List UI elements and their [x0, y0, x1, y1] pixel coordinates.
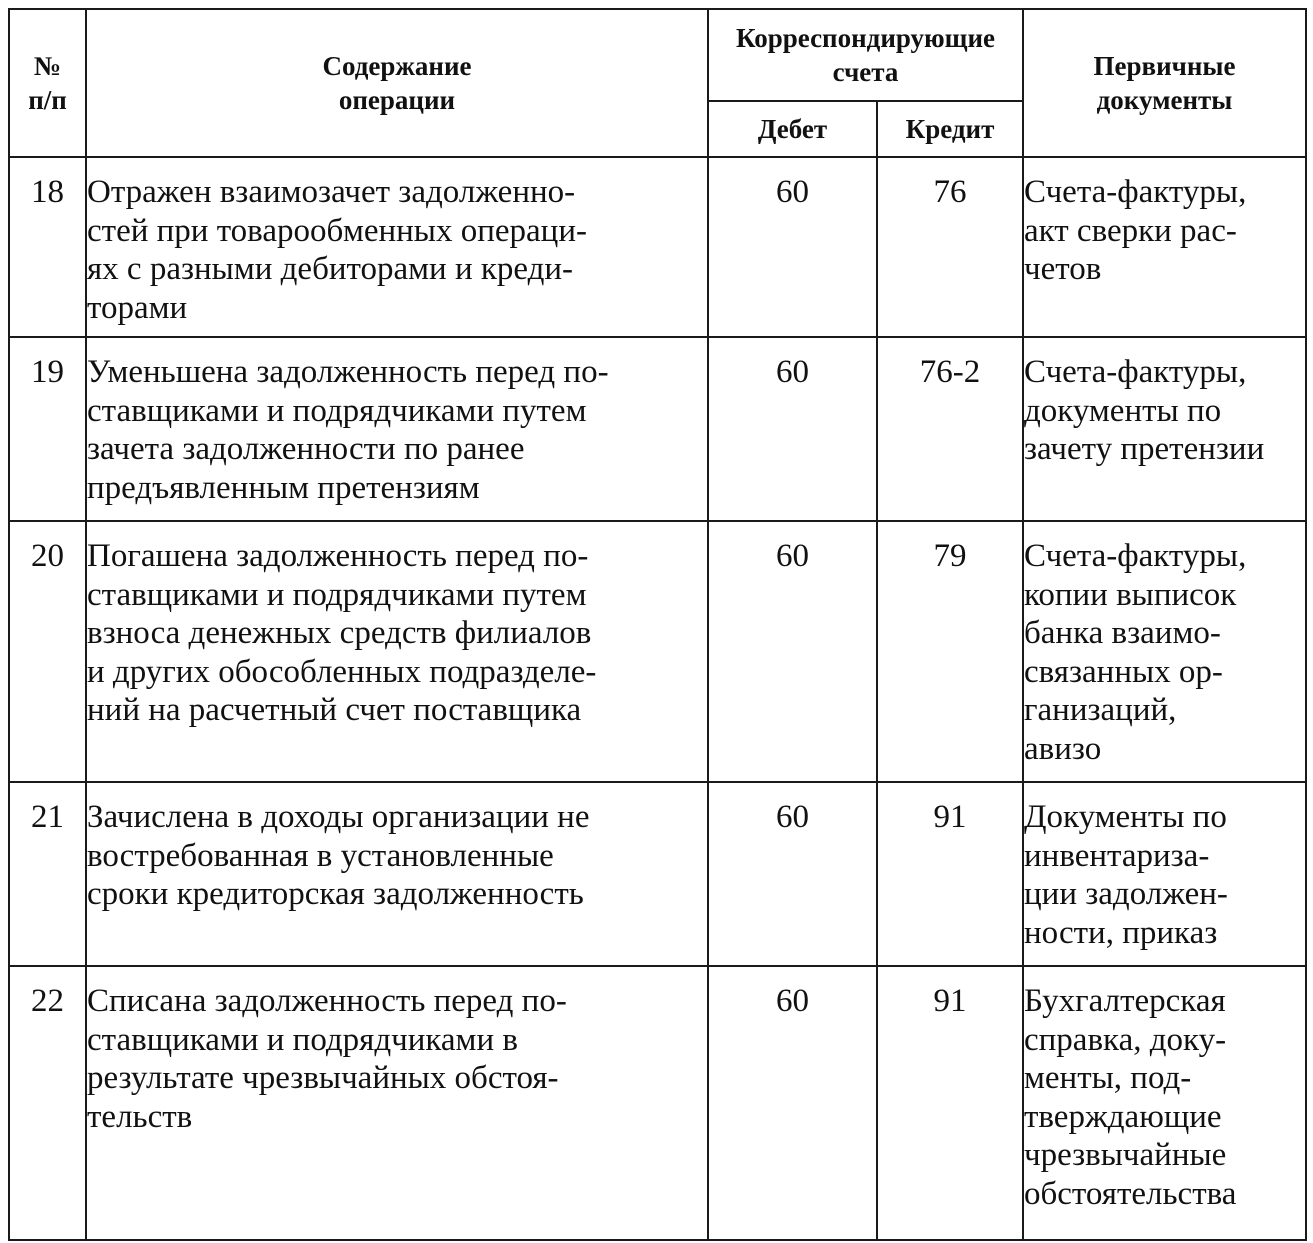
- header-credit: Кредит: [877, 101, 1023, 157]
- operation-cell: Уменьшена задолженность перед по- ставщиками и подрядчиками путем зачета задолженности по ранее предъявленным претензиям: [86, 337, 708, 521]
- table-header: [9, 9, 1306, 157]
- debit-cell: 60: [708, 966, 877, 1240]
- debit-cell: 60: [708, 782, 877, 966]
- header-num: № п/п: [9, 9, 86, 157]
- header-documents: Первичные документы: [1023, 9, 1306, 157]
- credit-cell: 76: [877, 157, 1023, 337]
- documents-cell: Счета-фактуры, документы по зачету претензии: [1023, 337, 1306, 521]
- row-number: 22: [9, 966, 86, 1240]
- documents-cell: Счета-фактуры, копии выписок банка взаимо- связанных ор- ганизаций, авизо: [1023, 521, 1306, 782]
- accounting-entries-table: [8, 8, 1307, 1241]
- header-row: [9, 9, 1306, 101]
- header-corresponding-accounts: Корреспондирующие счета: [708, 9, 1023, 101]
- row-number: 18: [9, 157, 86, 337]
- documents-cell: Бухгалтерская справка, доку- менты, под- тверждающие чрезвычайные обстоятельства: [1023, 966, 1306, 1240]
- table-row: [9, 337, 1306, 521]
- row-number: 20: [9, 521, 86, 782]
- table-row: [9, 966, 1306, 1240]
- documents-cell: Документы по инвентариза- ции задолжен- ности, приказ: [1023, 782, 1306, 966]
- table-row: [9, 521, 1306, 782]
- table-row: [9, 157, 1306, 337]
- operation-cell: Зачислена в доходы организации не востребованная в установленные сроки кредиторская задолженность: [86, 782, 708, 966]
- header-debit: Дебет: [708, 101, 877, 157]
- operation-cell: Отражен взаимозачет задолженно- стей при товарообменных операци- ях с разными дебиторами и креди- торами: [86, 157, 708, 337]
- operation-cell: Погашена задолженность перед по- ставщиками и подрядчиками путем взноса денежных средств филиалов и других обособленных подразделе- ний на расчетный счет поставщика: [86, 521, 708, 782]
- debit-cell: 60: [708, 157, 877, 337]
- credit-cell: 91: [877, 966, 1023, 1240]
- credit-cell: 91: [877, 782, 1023, 966]
- credit-cell: 79: [877, 521, 1023, 782]
- header-operation: Содержание операции: [86, 9, 708, 157]
- row-number: 19: [9, 337, 86, 521]
- table-row: [9, 782, 1306, 966]
- credit-cell: 76-2: [877, 337, 1023, 521]
- documents-cell: Счета-фактуры, акт сверки рас- четов: [1023, 157, 1306, 337]
- debit-cell: 60: [708, 337, 877, 521]
- table-body: [9, 157, 1306, 1240]
- row-number: 21: [9, 782, 86, 966]
- operation-cell: Списана задолженность перед по- ставщиками и подрядчиками в результате чрезвычайных обстоя- тельств: [86, 966, 708, 1240]
- debit-cell: 60: [708, 521, 877, 782]
